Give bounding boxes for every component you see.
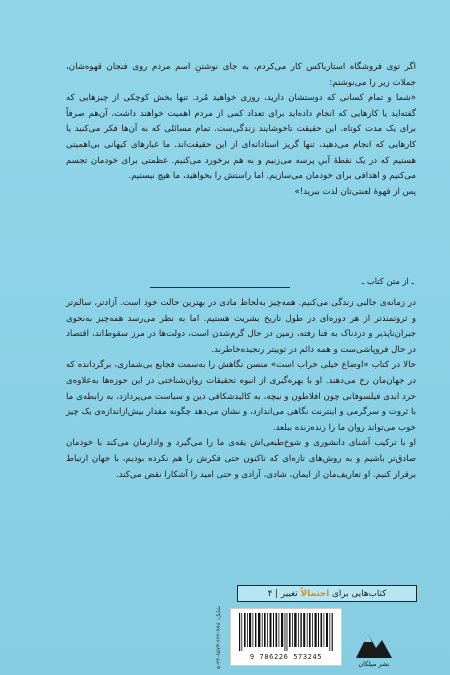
- divider: [150, 287, 290, 288]
- series-label: [237, 585, 417, 602]
- blurb: [66, 296, 416, 483]
- series-suffix: تغییر | ۴: [267, 589, 298, 599]
- blurb-paragraph-2: حالا در کتاب «اوضاع خیلی خراب است» منسن نگاهش را به‌سمت فجایع بی‌شماری، برگردانده که در جهان‌مان رخ می‌دهند. او با بهره‌گیری از انبوه تحقیقات روان‌شناختی در این حوزه‌ها به‌علاوه‌ی خرد ابدی فیلسوفانی چون افلاطون و نیچه، به کالبدشکافی دین و سیاست می‌پردازد، به رابطه‌ی ما با ثروت و سرگرمی و اینترنت نگاهی می‌اندازد، و نشان می‌دهد چگونه مقدار بیش‌ازاندازه‌ی یک چیز خوب می‌تواند روان ما را زنده‌زنده ببلعد.: [66, 360, 416, 433]
- quote-intro: اگر توی فروشگاه استارباکس کار می‌کردم، به جای نوشتنِ اسم مردم روی فنجان قهوه‌شان، جملات زیر را می‌نوشتم:: [66, 62, 416, 88]
- series-accent: احتمالاً: [300, 589, 330, 599]
- isbn-barcode: [230, 608, 342, 666]
- isbn-vertical-text: شابک: ۹۷۸-۶۲۲-۶۵۷۳-۲۴-۵: [216, 606, 222, 669]
- quote-ending: پس از قهوهٔ لعنتی‌تان لذت ببرید!»: [294, 186, 416, 197]
- blurb-paragraph-3: او با ترکیب آشنای دانشوری و شوخ‌طبعی‌اش یقه‌ی ما را می‌گیرد و وادارمان می‌کند با خودمان صادق‌تر باشیم و به روش‌های تازه‌ای که تاکنون حتی فکرش را هم نکرده بودیم، با جهان ارتباط برقرار کنیم. او تعاریف‌مان از ایمان، شادی، آزادی و حتی امید را آشکارا نقض می‌کند.: [66, 438, 416, 480]
- quote-block: [66, 60, 416, 200]
- barcode-icon: [239, 613, 333, 651]
- quote-body: «شما و تمام کسانی که دوستشان دارید، روزی خواهید مُرد. تنها بخش کوچکی از چیزهایی که گفته‌اید یا کارهایی که انجام داده‌اید برای تعداد کمی از مردم اهمیت خواهند داشت، آن‌هم صرفاً برای یک مدت کوتاه. این حقیقت ناخوشایند زندگی‌ست. تمام مسائلی که به آن‌ها فکر می‌کنید یا کارهایی که انجام می‌دهید، تنها گریز استادانه‌ای از این حقیقت‌اند. ما غبارهای کیهانی بی‌اهمیتی هستیم که در یک نقطهٔ آبیِ پرسه می‌زنیم و به هم برخورد می‌کنیم. عظمتی برای خودمان تجسم می‌کنیم و اهدافی برای خودمان می‌سازیم. اما راستش را بخواهید، ما هیچ نیستیم.: [66, 93, 416, 182]
- blurb-paragraph-1: در زمانه‌ی جالبی زندگی می‌کنیم. همه‌چیز به‌لحاظ مادی در بهترین حالت خود است. آزادتر، سالم‌تر و ثروتمندتر از هر دوره‌ای در طول تاریخ بشریت هستیم. اما به نظر می‌رسد همه‌چیز به‌نحوی جبران‌ناپذیر و دردناک به فنا رفته، زمین در حال گرم‌شدن است، دولت‌ها در مرز سقوط‌اند، اقتصاد در حال فروپاشی‌ست و همه دائم در توییتر رنجیده‌خاطرند.: [66, 298, 416, 355]
- publisher-name: نشر میلکان: [358, 660, 390, 668]
- series-prefix: کتاب‌هایی برای: [332, 589, 387, 599]
- isbn-number: 9 786226 573245: [249, 653, 323, 661]
- quote-source: ـ از متن کتاب ـ: [361, 276, 414, 286]
